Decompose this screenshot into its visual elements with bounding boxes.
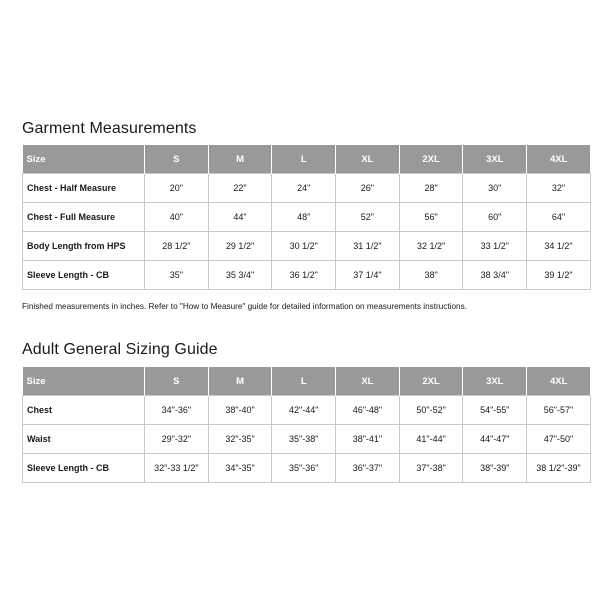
table-cell: 35" (145, 261, 209, 290)
table-cell: 31 1/2" (336, 232, 400, 261)
header-cell-4xl: 4XL (527, 367, 591, 396)
table-cell: 22" (208, 174, 272, 203)
row-label: Chest (23, 396, 145, 425)
table-row (23, 174, 591, 203)
table-row (23, 425, 591, 454)
header-cell-xl: XL (336, 145, 400, 174)
table-cell: 33 1/2" (463, 232, 527, 261)
header-cell-size: Size (23, 367, 145, 396)
table-cell: 29"-32" (145, 425, 209, 454)
header-cell-m: M (208, 145, 272, 174)
measurement-note: Finished measurements in inches. Refer to "How to Measure" guide for detailed information on measurements instructions. (22, 302, 467, 311)
table-header-row (23, 367, 591, 396)
table-cell: 44" (208, 203, 272, 232)
table-cell: 38"-39" (463, 454, 527, 483)
header-cell-s: S (145, 367, 209, 396)
sizing-guide-table (22, 367, 591, 483)
header-cell-m: M (208, 367, 272, 396)
header-cell-2xl: 2XL (399, 145, 463, 174)
row-label: Chest - Half Measure (23, 174, 145, 203)
table-cell: 30 1/2" (272, 232, 336, 261)
table-cell: 28" (399, 174, 463, 203)
table-cell: 32"-35" (208, 425, 272, 454)
header-cell-3xl: 3XL (463, 367, 527, 396)
row-label: Chest - Full Measure (23, 203, 145, 232)
table-cell: 32 1/2" (399, 232, 463, 261)
garment-measurements-table (22, 145, 591, 290)
table-cell: 46"-48" (336, 396, 400, 425)
table-cell: 38" (399, 261, 463, 290)
row-label: Body Length from HPS (23, 232, 145, 261)
table-row (23, 396, 591, 425)
table-row (23, 232, 591, 261)
row-label: Waist (23, 425, 145, 454)
table-cell: 35"-38" (272, 425, 336, 454)
sizing-guide-title: Adult General Sizing Guide (22, 341, 218, 358)
table-cell: 42"-44" (272, 396, 336, 425)
table-cell: 52" (336, 203, 400, 232)
garment-measurements-title: Garment Measurements (22, 120, 197, 137)
table-cell: 41"-44" (399, 425, 463, 454)
table-row (23, 261, 591, 290)
table-cell: 35"-36" (272, 454, 336, 483)
header-cell-2xl: 2XL (399, 367, 463, 396)
table-cell: 37"-38" (399, 454, 463, 483)
table-cell: 32"-33 1/2" (145, 454, 209, 483)
table-cell: 26" (336, 174, 400, 203)
row-label: Sleeve Length - CB (23, 454, 145, 483)
table-header-row (23, 145, 591, 174)
table-cell: 60" (463, 203, 527, 232)
table-cell: 34 1/2" (527, 232, 591, 261)
table-cell: 35 3/4" (208, 261, 272, 290)
table-cell: 44"-47" (463, 425, 527, 454)
table-cell: 56" (399, 203, 463, 232)
table-cell: 38 1/2"-39" (527, 454, 591, 483)
table-cell: 64" (527, 203, 591, 232)
table-cell: 56"-57" (527, 396, 591, 425)
header-cell-l: L (272, 145, 336, 174)
table-cell: 38 3/4" (463, 261, 527, 290)
table-cell: 54"-55" (463, 396, 527, 425)
table-cell: 29 1/2" (208, 232, 272, 261)
table-cell: 24" (272, 174, 336, 203)
table-cell: 20" (145, 174, 209, 203)
table-cell: 28 1/2" (145, 232, 209, 261)
table-cell: 47"-50" (527, 425, 591, 454)
table-cell: 30" (463, 174, 527, 203)
header-cell-4xl: 4XL (527, 145, 591, 174)
header-cell-3xl: 3XL (463, 145, 527, 174)
header-cell-s: S (145, 145, 209, 174)
table-row (23, 203, 591, 232)
table-cell: 50"-52" (399, 396, 463, 425)
header-cell-size: Size (23, 145, 145, 174)
table-cell: 36"-37" (336, 454, 400, 483)
table-row (23, 454, 591, 483)
table-cell: 48" (272, 203, 336, 232)
row-label: Sleeve Length - CB (23, 261, 145, 290)
table-cell: 40" (145, 203, 209, 232)
table-cell: 36 1/2" (272, 261, 336, 290)
header-cell-l: L (272, 367, 336, 396)
table-cell: 34"-35" (208, 454, 272, 483)
table-cell: 34"-36" (145, 396, 209, 425)
table-cell: 39 1/2" (527, 261, 591, 290)
table-cell: 32" (527, 174, 591, 203)
header-cell-xl: XL (336, 367, 400, 396)
table-cell: 37 1/4" (336, 261, 400, 290)
table-cell: 38"-40" (208, 396, 272, 425)
table-cell: 38"-41" (336, 425, 400, 454)
